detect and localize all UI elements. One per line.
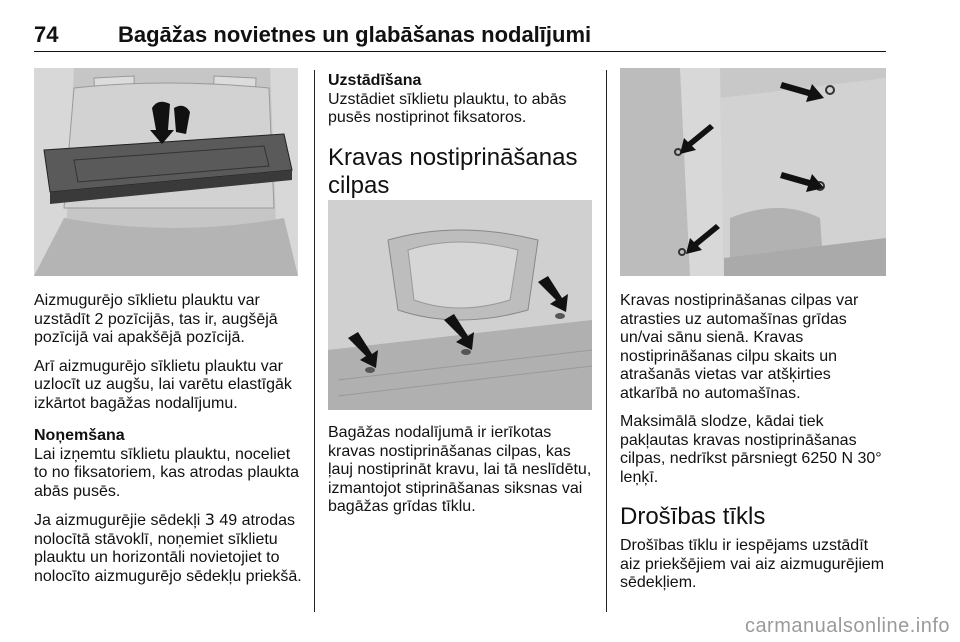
header-rule — [34, 51, 886, 52]
column-3-text — [620, 292, 890, 603]
safety-net-heading: Drošības tīkls — [620, 503, 766, 530]
column-2-bottom-text — [328, 424, 596, 527]
figure-floor-loops — [328, 200, 592, 410]
column-divider-1 — [314, 70, 315, 612]
safety-net-paragraph: Drošības tīklu ir iespējams uzstādīt aiz priekšējiem vai aiz aizmugurējiem sēdekļiem. — [620, 537, 885, 591]
column-divider-2 — [606, 70, 607, 612]
loops-location-paragraph: Kravas nostiprināšanas cilpas var atrasties uz automašīnas grīdas un/vai sānu sienā. Kravas nostiprināšanas cilpu skaits un atrašanās vietas var atšķirties atkarībā no automašīnas. — [620, 292, 859, 402]
folded-seats-paragraph — [34, 511, 302, 586]
floor-loops-illustration — [328, 200, 592, 410]
figure-cargo-shelf — [34, 68, 298, 276]
loops-section-heading: Kravas nostiprināšanas cilpas — [328, 143, 578, 199]
install-paragraph: Uzstādiet sīklietu plauktu, to abās pusēs nostiprinot fiksatoros. — [328, 90, 567, 126]
column-2-top-text — [328, 72, 596, 212]
page-number: 74 — [34, 22, 59, 47]
figure-wall-loops — [620, 68, 886, 276]
install-heading: Uzstādīšana — [328, 72, 422, 89]
page-header — [34, 16, 886, 52]
page-reference-icon[interactable]: 3 — [204, 510, 215, 529]
folded-seats-text-end: 49 atrodas nolocītā stāvoklī, noņemiet sīklietu plauktu un horizontāli novietojiet to nolocīto aizmugurējo sēdekļu priekšā. — [34, 512, 302, 585]
shelf-fold-paragraph: Arī aizmugurējo sīklietu plauktu var uzlocīt uz augšu, lai varētu elastīgāk izkārtot bagāžas nodalījumu. — [34, 357, 292, 412]
folded-seats-text-start: Ja aizmugurējie sēdekļi — [34, 512, 205, 529]
column-1-text — [34, 292, 302, 596]
removal-heading: Noņemšana — [34, 427, 125, 444]
loops-paragraph: Bagāžas nodalījumā ir ierīkotas kravas nostiprināšanas cilpas, kas ļauj nostiprināt kravu, lai tā neslīdētu, izmantojot stiprināšanas siksnas vai bagāžas grīdas tīklu. — [328, 424, 592, 515]
shelf-positions-paragraph: Aizmugurējo sīklietu plauktu var uzstādīt 2 pozīcijās, tas ir, augšējā pozīcijā vai apakšējā pozīcijā. — [34, 292, 278, 346]
max-load-paragraph: Maksimālā slodze, kādai tiek pakļautas kravas nostiprināšanas cilpas, nedrīkst pārsniegt 6250 N 30° leņķī. — [620, 413, 882, 486]
removal-paragraph: Lai izņemtu sīklietu plauktu, noceliet to no fiksatoriem, kas atrodas plaukta abās pusēs. — [34, 445, 300, 500]
watermark: carmanualsonline.info — [744, 615, 950, 637]
wall-loops-illustration — [620, 68, 886, 276]
page-title: Bagāžas novietnes un glabāšanas nodalījumi — [118, 22, 592, 47]
cargo-shelf-illustration — [34, 68, 298, 276]
